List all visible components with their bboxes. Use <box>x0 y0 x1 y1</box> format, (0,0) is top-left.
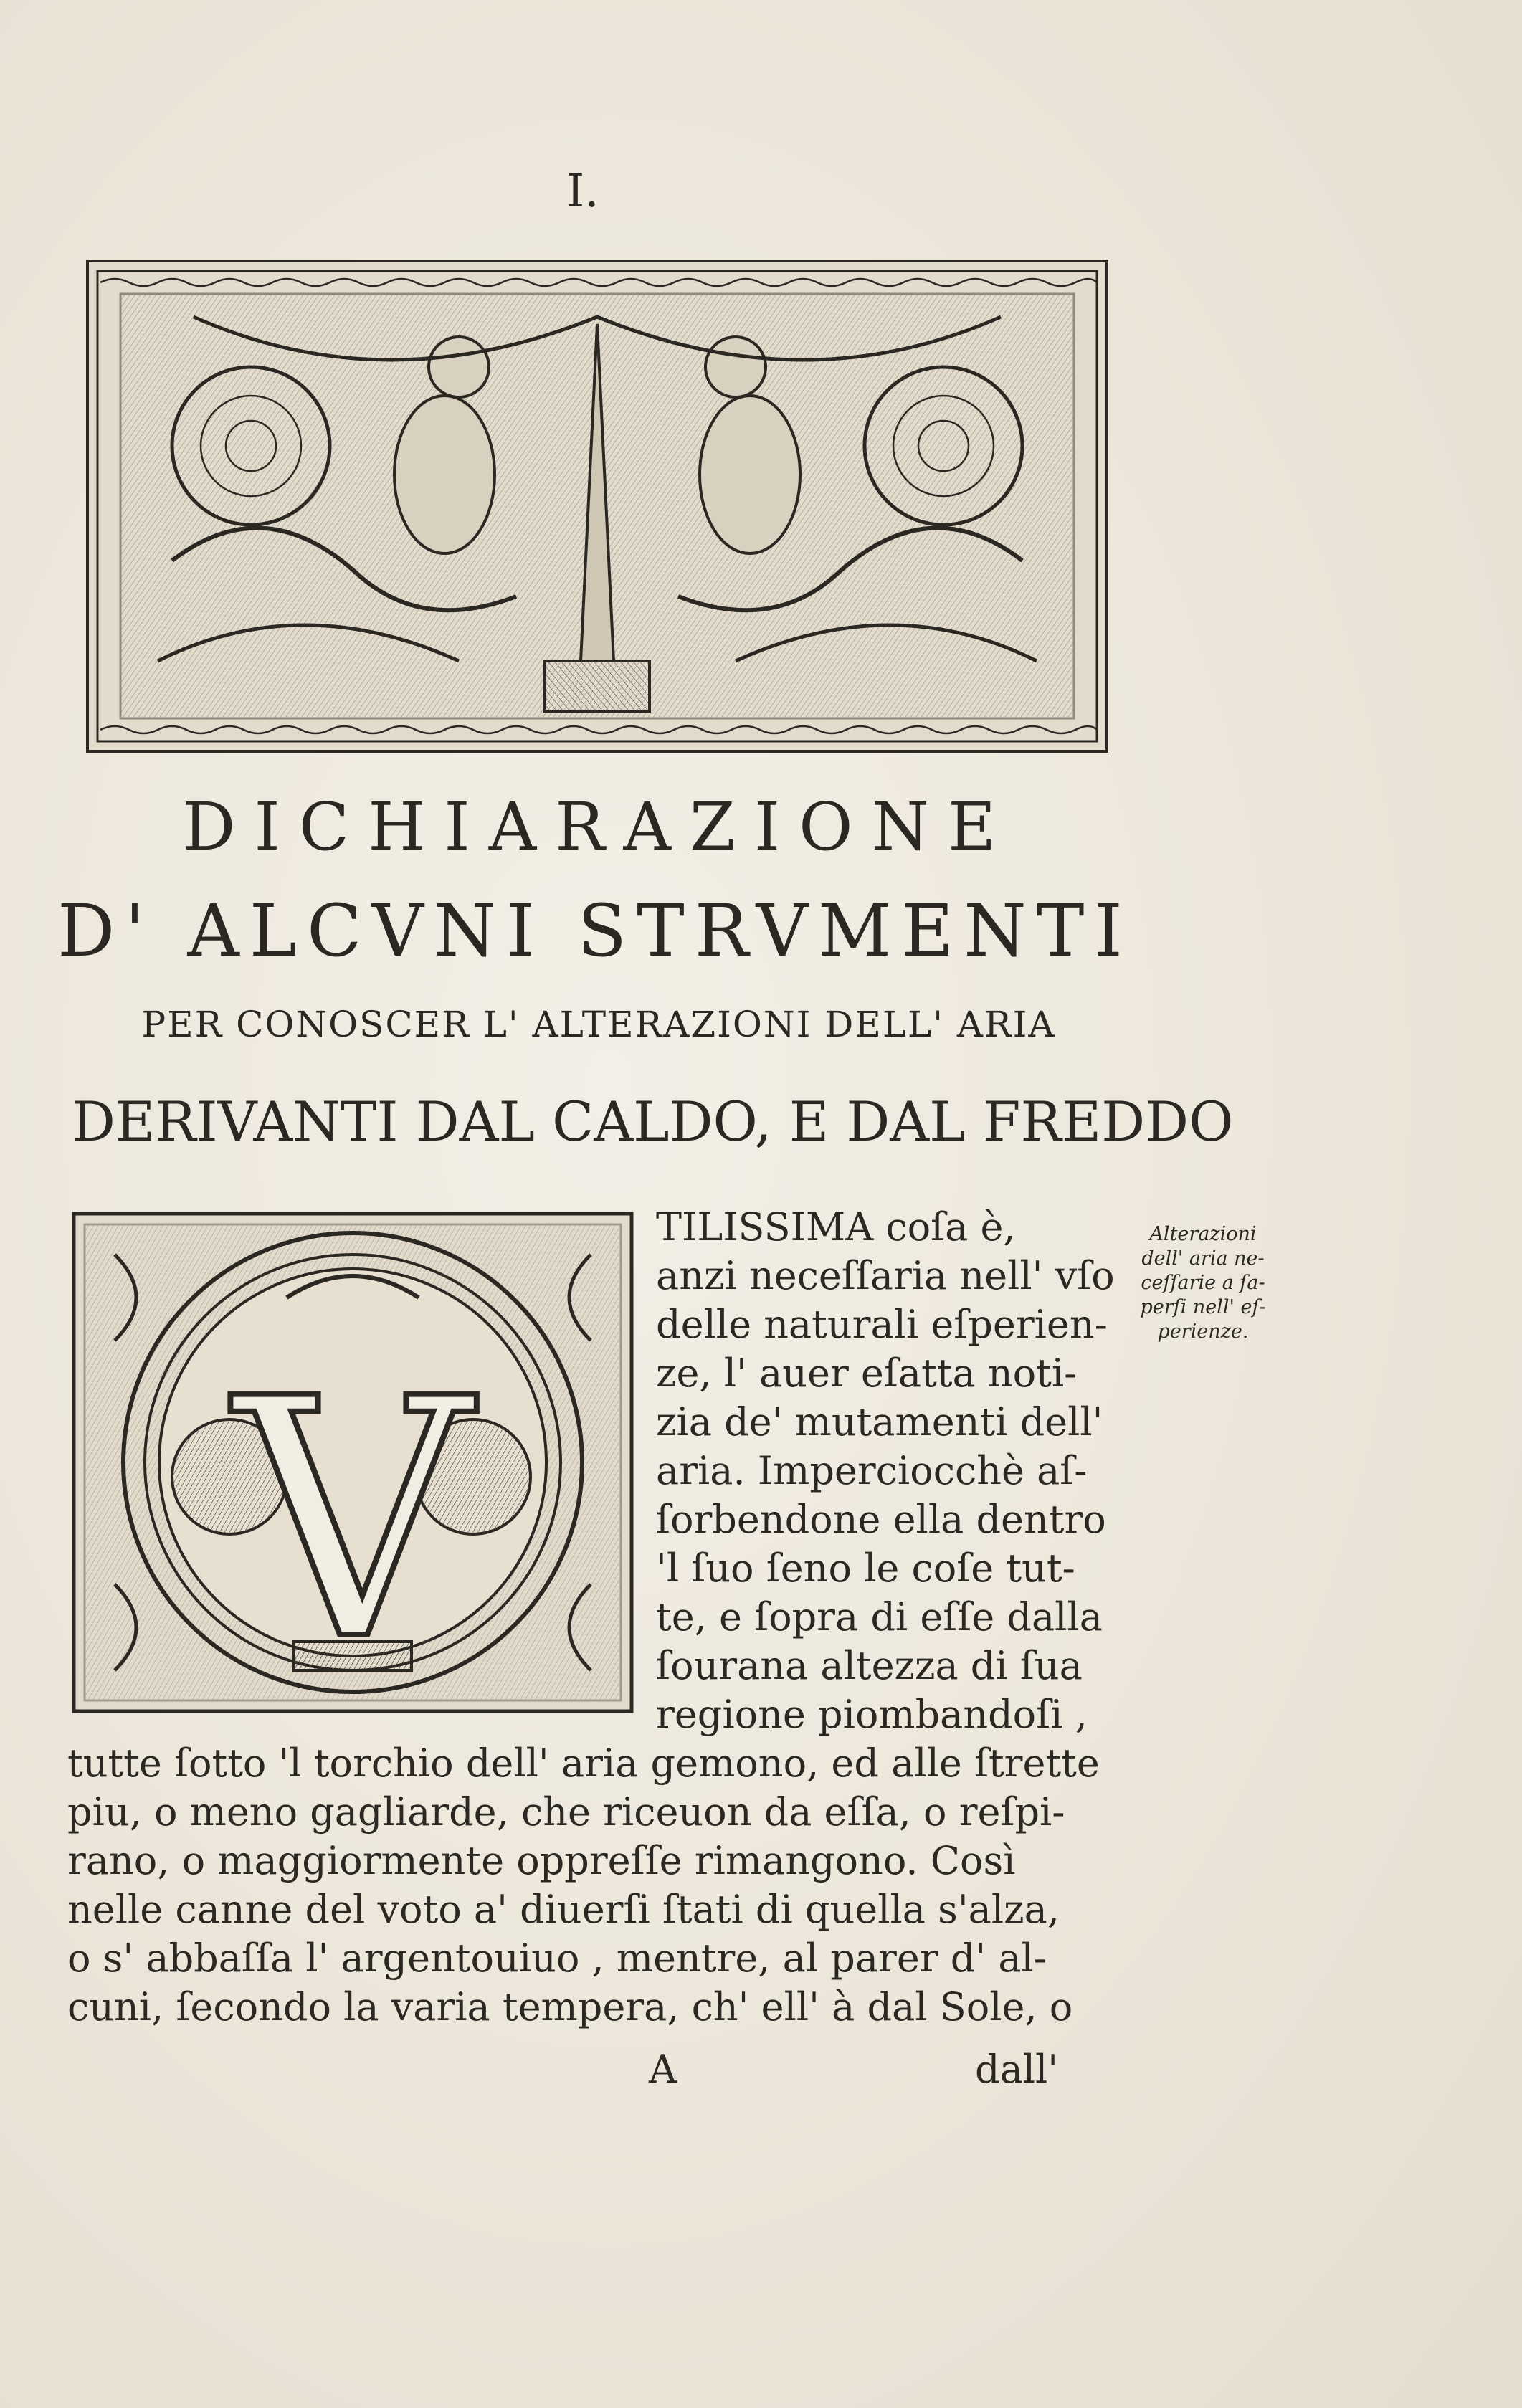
marginal-note-line: perienze. <box>1157 1320 1249 1343</box>
body-line: rano, o maggiormente oppreſſe rimangono. Così <box>67 1838 1016 1883</box>
body-line: cuni, ſecondo la varia tempera, ch' ell' à dal Sole, o <box>67 1984 1073 2029</box>
body-line: delle naturali eſperien- <box>656 1302 1108 1347</box>
body-line: zia de' mutamenti dell' <box>656 1399 1103 1445</box>
title-line-2: D' ALCVNI STRVMENTI <box>57 889 1133 973</box>
body-line: o s' abbaſſa l' argentouiuo , mentre, al parer d' al- <box>67 1936 1047 1981</box>
body-line: tutte ſotto 'l torchio dell' aria gemono, ed alle ſtrette <box>67 1741 1100 1786</box>
body-line: piu, o meno gagliarde, che riceuon da eſſa, o reſpi- <box>67 1789 1065 1834</box>
title-line-1: DICHIARAZIONE <box>182 789 1015 865</box>
body-line: aria. Imperciocchè aſ- <box>656 1448 1088 1493</box>
marginal-note <box>1124 1222 1282 1344</box>
body-line: anzi neceſſaria nell' vſo <box>656 1253 1115 1298</box>
body-line: nelle canne del voto a' diuerſi ſtati di quella s'alza, <box>67 1887 1060 1932</box>
catchword: dall' <box>975 2047 1059 2092</box>
engraved-headpiece <box>86 260 1108 753</box>
body-line: 'l ſuo ſeno le coſe tut- <box>656 1546 1075 1591</box>
signature-mark: A <box>649 2047 677 2092</box>
marginal-note-line: perſi nell' eſ- <box>1140 1296 1266 1318</box>
marginal-note-line: Alterazioni <box>1149 1223 1257 1245</box>
title-line-4: DERIVANTI DAL CALDO, E DAL FREDDO <box>72 1090 1234 1153</box>
body-line: te, e ſopra di eſſe dalla <box>656 1594 1103 1640</box>
body-line: ſorbendone ella dentro <box>656 1497 1106 1542</box>
decorated-initial <box>72 1212 634 1713</box>
marginal-note-line: ceſſarie a ſa- <box>1141 1272 1265 1294</box>
body-line: regione piombandoſi , <box>656 1692 1088 1737</box>
body-line: TILISSIMA coſa è, <box>656 1204 1016 1250</box>
page-number: I. <box>566 165 599 218</box>
marginal-note-line: dell' aria ne- <box>1141 1247 1265 1270</box>
initial-letter: V <box>233 1329 472 1713</box>
initial-ornament <box>72 1212 634 1713</box>
body-line: ſourana altezza di ſua <box>656 1643 1083 1688</box>
title-line-3: PER CONOSCER L' ALTERAZIONI DELL' ARIA <box>141 1004 1056 1045</box>
body-line: ze, l' auer eſatta noti- <box>656 1351 1078 1396</box>
